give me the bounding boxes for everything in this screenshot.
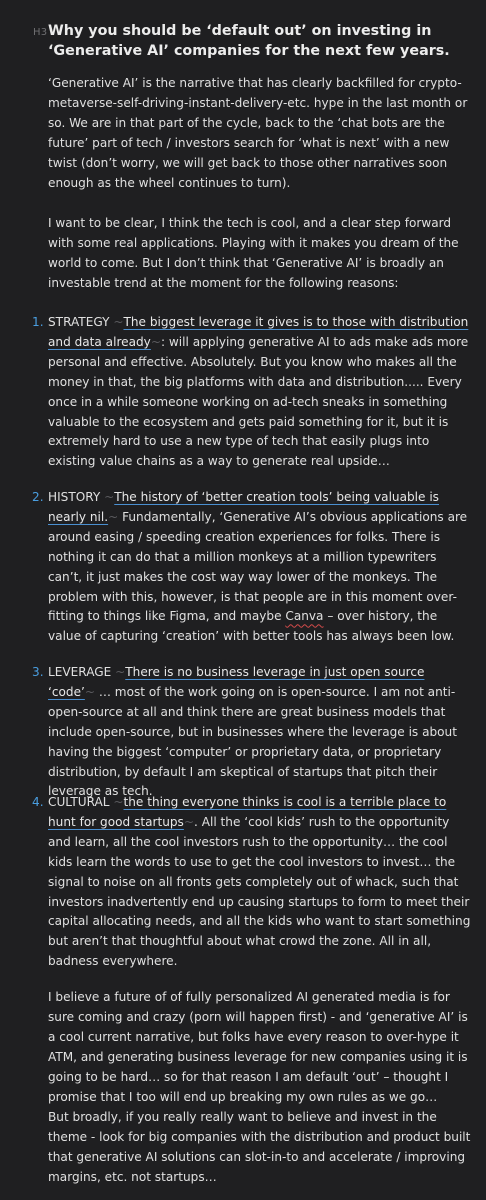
list-item-body: . All the ‘cool kids’ rush to the opportunity and learn, all the cool investors rush to the opportunity… the cool kids learn the words to use to get the cool investors to invest… the signal to noise on all fronts gets completely out of whack, such that investors inadvertently end up causing startups to form to meet their capital allocating needs, and all the kids who want to start something but aren’t that thoughtful about what crowd the zone. All in all, badness everywhere.: [48, 814, 471, 969]
list-item-leverage[interactable]: [32, 663, 472, 802]
underlined-link[interactable]: The history of ‘better creation tools’ being valuable is nearly nil.: [48, 490, 439, 524]
tilde-marker: ~: [109, 315, 124, 329]
tilde-marker: ~: [109, 795, 124, 809]
underlined-link[interactable]: the thing everyone thinks is cool is a terrible place to hunt for good startups: [48, 795, 447, 829]
list-keyword: HISTORY: [48, 490, 101, 504]
tilde-marker: ~: [108, 509, 119, 524]
spellcheck-word[interactable]: Canva: [285, 609, 324, 624]
underlined-link[interactable]: The biggest leverage it gives is to those with distribution and data already: [48, 315, 469, 349]
list-number: 2.: [32, 490, 44, 504]
intro-paragraph-1[interactable]: ‘Generative AI’ is the narrative that has clearly backfilled for crypto-metaverse-self-driving-instant-delivery-etc. hype in the last month or so. We are in that part of the cycle, back to the ‘chat bots are the future’ part of tech / investors search for ‘what is next’ with a new twist (don’t worry, we will get back to those other narratives soon enough as the wheel continues to turn).: [48, 76, 468, 190]
list-keyword: LEVERAGE: [48, 665, 112, 679]
list-item-body: … most of the work going on is open-source. I am not anti-open-source at all and think there are great business models that include open-source, but in businesses where the leverage is about having the biggest ‘computer’ or proprietary data, or proprietary distribution, by default I am skeptical of startups that pitch their leverage as tech.: [48, 684, 457, 799]
list-keyword: CULTURAL: [48, 795, 110, 809]
intro-paragraph-2[interactable]: I want to be clear, I think the tech is cool, and a clear step forward with some real applications. Playing with it makes you dream of the world to come. But I don’t think that ‘Generative AI’ is broadly an investable trend at the moment for the following reasons:: [48, 216, 459, 290]
tilde-marker: ~: [100, 490, 115, 504]
closing-paragraph-2[interactable]: But broadly, if you really really want to believe and invest in the theme - look for big companies with the distribution and product built that generative AI solutions can slot-in-to and accelerate / improving margins, etc. not startups…: [48, 1110, 471, 1184]
list-item-history[interactable]: [32, 488, 472, 647]
list-number: 1.: [32, 315, 44, 329]
heading-level-marker: H3: [33, 27, 48, 38]
tilde-marker: ~: [84, 684, 95, 699]
list-item-strategy[interactable]: [32, 313, 472, 472]
document-heading[interactable]: Why you should be ‘default out’ on investing in ‘Generative AI’ companies for the next few years.: [48, 23, 450, 59]
tilde-marker: ~: [150, 334, 161, 349]
list-item-cultural[interactable]: [32, 793, 472, 972]
list-number: 3.: [32, 665, 44, 679]
underlined-link[interactable]: There is no business leverage in just open source ‘code’: [48, 665, 425, 699]
tilde-marker: ~: [111, 665, 126, 679]
list-keyword: STRATEGY: [48, 315, 110, 329]
closing-paragraph-1[interactable]: I believe a future of of fully personalized AI generated media is for sure coming and crazy (porn will happen first) - and ‘generative AI’ is a cool current narrative, but folks have every reason to over-hype it ATM, and generating business leverage for new companies using it is going to be hard… so for that reason I am default ‘out’ – thought I promise that I too will end up breaking my own rules as we go…: [48, 990, 468, 1104]
list-number: 4.: [32, 795, 44, 809]
list-item-body: – over history, the value of capturing ‘creation’ with better tools has always been low.: [48, 609, 455, 644]
tilde-marker: ~: [183, 814, 195, 829]
list-item-body: : will applying generative AI to ads make ads more personal and effective. Absolutely. But you know who makes all the money in that, the big platforms with data and distribution..... Every once in a while someone working on ad-tech sneaks in something valuable to the ecosystem and gets paid something for it, but it is extremely hard to use a new type of tech that easily plugs into existing value chains as a way to generate real upside…: [48, 334, 469, 469]
list-item-body: Fundamentally, ‘Generative AI’s obvious applications are around easing / speeding creation experiences for folks. There is nothing it can do that a million monkeys at a million typewriters can’t, it just makes the cost way way lower of the monkeys. The problem with this, however, is that people are in this moment over-fitting to things like Figma, and maybe: [48, 509, 468, 624]
